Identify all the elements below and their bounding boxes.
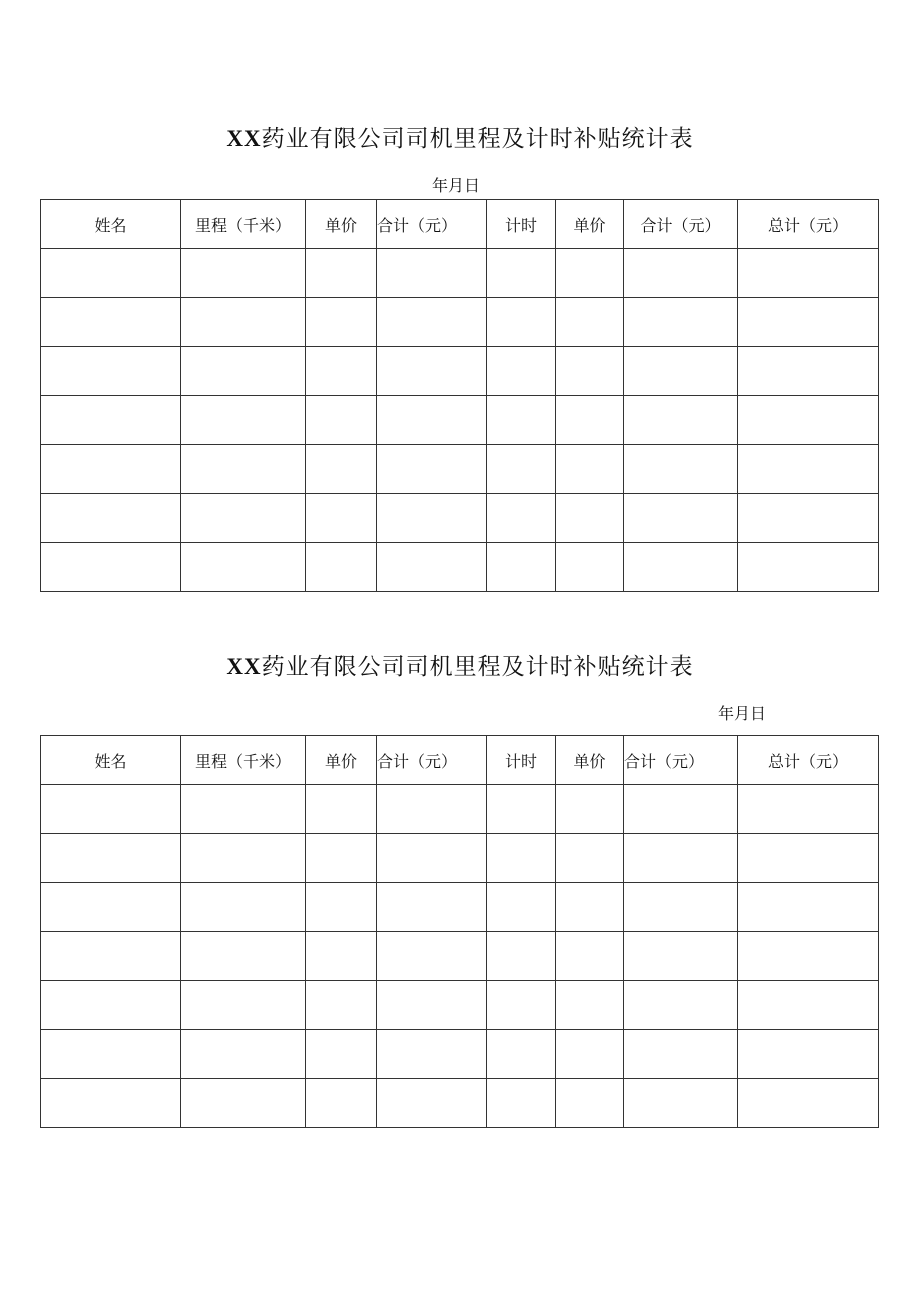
column-header-hours-unit-price: 单价 xyxy=(556,200,624,249)
form-1-title xyxy=(0,124,920,154)
column-header-mileage: 里程（千米） xyxy=(181,200,306,249)
table-cell[interactable] xyxy=(41,445,181,494)
table-cell[interactable] xyxy=(41,494,181,543)
table-cell[interactable] xyxy=(556,445,624,494)
table-cell[interactable] xyxy=(487,834,556,883)
table-cell[interactable] xyxy=(41,932,181,981)
table-cell[interactable] xyxy=(487,1079,556,1128)
table-cell[interactable] xyxy=(181,543,306,592)
table-cell[interactable] xyxy=(181,396,306,445)
table-cell[interactable] xyxy=(624,981,738,1030)
table-cell[interactable] xyxy=(41,396,181,445)
table-cell[interactable] xyxy=(306,785,377,834)
table-cell[interactable] xyxy=(556,785,624,834)
table-cell[interactable] xyxy=(377,445,487,494)
table-cell[interactable] xyxy=(487,932,556,981)
column-header-hours: 计时 xyxy=(487,736,556,785)
column-header-name: 姓名 xyxy=(41,736,181,785)
table-cell[interactable] xyxy=(738,494,879,543)
table-cell[interactable] xyxy=(181,785,306,834)
form-2-date-label: 年月日 xyxy=(718,704,767,723)
table-cell[interactable] xyxy=(556,347,624,396)
table-cell[interactable] xyxy=(624,396,738,445)
table-cell[interactable] xyxy=(556,1079,624,1128)
table-cell[interactable] xyxy=(306,494,377,543)
table-cell[interactable] xyxy=(181,883,306,932)
table-cell[interactable] xyxy=(487,347,556,396)
table-cell[interactable] xyxy=(181,834,306,883)
table-cell[interactable] xyxy=(181,298,306,347)
table-cell[interactable] xyxy=(624,543,738,592)
table-cell[interactable] xyxy=(556,396,624,445)
table-cell[interactable] xyxy=(306,1079,377,1128)
table-cell[interactable] xyxy=(41,347,181,396)
table-cell[interactable] xyxy=(377,347,487,396)
column-header-hours-subtotal: 合计（元） xyxy=(624,200,738,249)
column-header-mileage-subtotal: 合计（元） xyxy=(377,200,487,249)
table-cell[interactable] xyxy=(306,249,377,298)
table-cell[interactable] xyxy=(306,1030,377,1079)
table-cell[interactable] xyxy=(487,494,556,543)
table-cell[interactable] xyxy=(181,347,306,396)
form-2-title-prefix: XX xyxy=(226,654,262,679)
table-row xyxy=(41,883,879,932)
column-header-hours: 计时 xyxy=(487,200,556,249)
table-cell[interactable] xyxy=(487,249,556,298)
table-cell[interactable] xyxy=(41,298,181,347)
form-1-title-prefix: XX xyxy=(226,126,262,151)
table-cell[interactable] xyxy=(377,396,487,445)
table-cell[interactable] xyxy=(738,1079,879,1128)
table-cell[interactable] xyxy=(624,1030,738,1079)
table-cell[interactable] xyxy=(306,834,377,883)
table-cell[interactable] xyxy=(738,445,879,494)
column-header-mileage: 里程（千米） xyxy=(181,736,306,785)
table-cell[interactable] xyxy=(624,834,738,883)
form-1-table xyxy=(40,199,879,592)
table-cell[interactable] xyxy=(306,883,377,932)
table-cell[interactable] xyxy=(556,932,624,981)
table-cell[interactable] xyxy=(624,494,738,543)
table-cell[interactable] xyxy=(41,543,181,592)
table-cell[interactable] xyxy=(181,445,306,494)
table-cell[interactable] xyxy=(487,785,556,834)
table-cell[interactable] xyxy=(624,1079,738,1128)
table-cell[interactable] xyxy=(377,932,487,981)
table-cell[interactable] xyxy=(377,785,487,834)
table-row xyxy=(41,1079,879,1128)
table-cell[interactable] xyxy=(377,1030,487,1079)
column-header-hours-unit-price: 单价 xyxy=(556,736,624,785)
table-cell[interactable] xyxy=(624,932,738,981)
table-cell[interactable] xyxy=(487,445,556,494)
table-row xyxy=(41,1030,879,1079)
table-cell[interactable] xyxy=(556,494,624,543)
column-header-grand-total: 总计（元） xyxy=(738,200,879,249)
table-cell[interactable] xyxy=(556,1030,624,1079)
table-cell[interactable] xyxy=(487,298,556,347)
table-cell[interactable] xyxy=(738,396,879,445)
form-1-title-text: 药业有限公司司机里程及计时补贴统计表 xyxy=(261,126,694,152)
table-cell[interactable] xyxy=(487,883,556,932)
table-cell[interactable] xyxy=(181,1030,306,1079)
table-cell[interactable] xyxy=(738,1030,879,1079)
table-cell[interactable] xyxy=(738,834,879,883)
table-row xyxy=(41,981,879,1030)
table-cell[interactable] xyxy=(306,396,377,445)
table-cell[interactable] xyxy=(41,249,181,298)
table-cell[interactable] xyxy=(41,883,181,932)
table-cell[interactable] xyxy=(306,932,377,981)
table-cell[interactable] xyxy=(377,249,487,298)
table-cell[interactable] xyxy=(556,249,624,298)
table-cell[interactable] xyxy=(306,981,377,1030)
table-cell[interactable] xyxy=(624,883,738,932)
table-cell[interactable] xyxy=(738,981,879,1030)
table-cell[interactable] xyxy=(377,1079,487,1128)
table-cell[interactable] xyxy=(487,543,556,592)
table-cell[interactable] xyxy=(181,1079,306,1128)
form-2-table xyxy=(40,735,879,1128)
table-cell[interactable] xyxy=(738,347,879,396)
table-cell[interactable] xyxy=(556,298,624,347)
table-cell[interactable] xyxy=(377,981,487,1030)
column-header-mileage-unit-price: 单价 xyxy=(306,200,377,249)
table-cell[interactable] xyxy=(487,396,556,445)
table-cell[interactable] xyxy=(181,494,306,543)
table-row xyxy=(41,396,879,445)
form-2-header-row xyxy=(41,736,879,785)
form-1-header-row xyxy=(41,200,879,249)
table-cell[interactable] xyxy=(306,445,377,494)
table-cell[interactable] xyxy=(738,249,879,298)
table-cell[interactable] xyxy=(556,883,624,932)
table-cell[interactable] xyxy=(377,543,487,592)
table-row xyxy=(41,834,879,883)
table-cell[interactable] xyxy=(306,347,377,396)
table-cell[interactable] xyxy=(487,1030,556,1079)
table-cell[interactable] xyxy=(306,543,377,592)
table-cell[interactable] xyxy=(624,249,738,298)
table-row xyxy=(41,298,879,347)
table-row xyxy=(41,932,879,981)
table-cell[interactable] xyxy=(738,785,879,834)
form-2-title xyxy=(0,652,920,682)
table-cell[interactable] xyxy=(377,494,487,543)
table-cell[interactable] xyxy=(41,981,181,1030)
table-cell[interactable] xyxy=(624,445,738,494)
table-cell[interactable] xyxy=(738,883,879,932)
table-cell[interactable] xyxy=(377,834,487,883)
table-cell[interactable] xyxy=(306,298,377,347)
table-row xyxy=(41,543,879,592)
table-cell[interactable] xyxy=(41,1079,181,1128)
column-header-mileage-unit-price: 单价 xyxy=(306,736,377,785)
table-row xyxy=(41,347,879,396)
table-cell[interactable] xyxy=(738,932,879,981)
column-header-grand-total: 总计（元） xyxy=(738,736,879,785)
table-cell[interactable] xyxy=(624,347,738,396)
table-cell[interactable] xyxy=(738,543,879,592)
column-header-hours-subtotal: 合计（元） xyxy=(624,736,738,785)
form-1-date-label: 年月日 xyxy=(432,176,481,195)
table-cell[interactable] xyxy=(738,298,879,347)
table-row xyxy=(41,445,879,494)
table-cell[interactable] xyxy=(41,785,181,834)
column-header-name: 姓名 xyxy=(41,200,181,249)
form-2-title-text: 药业有限公司司机里程及计时补贴统计表 xyxy=(261,654,694,680)
table-cell[interactable] xyxy=(41,834,181,883)
table-cell[interactable] xyxy=(181,249,306,298)
table-cell[interactable] xyxy=(377,298,487,347)
table-cell[interactable] xyxy=(377,883,487,932)
table-cell[interactable] xyxy=(624,298,738,347)
table-cell[interactable] xyxy=(624,785,738,834)
table-cell[interactable] xyxy=(556,981,624,1030)
table-cell[interactable] xyxy=(181,932,306,981)
table-cell[interactable] xyxy=(181,981,306,1030)
table-row xyxy=(41,785,879,834)
table-cell[interactable] xyxy=(487,981,556,1030)
column-header-mileage-subtotal: 合计（元） xyxy=(377,736,487,785)
table-row xyxy=(41,494,879,543)
table-cell[interactable] xyxy=(556,543,624,592)
table-cell[interactable] xyxy=(556,834,624,883)
table-cell[interactable] xyxy=(41,1030,181,1079)
table-row xyxy=(41,249,879,298)
